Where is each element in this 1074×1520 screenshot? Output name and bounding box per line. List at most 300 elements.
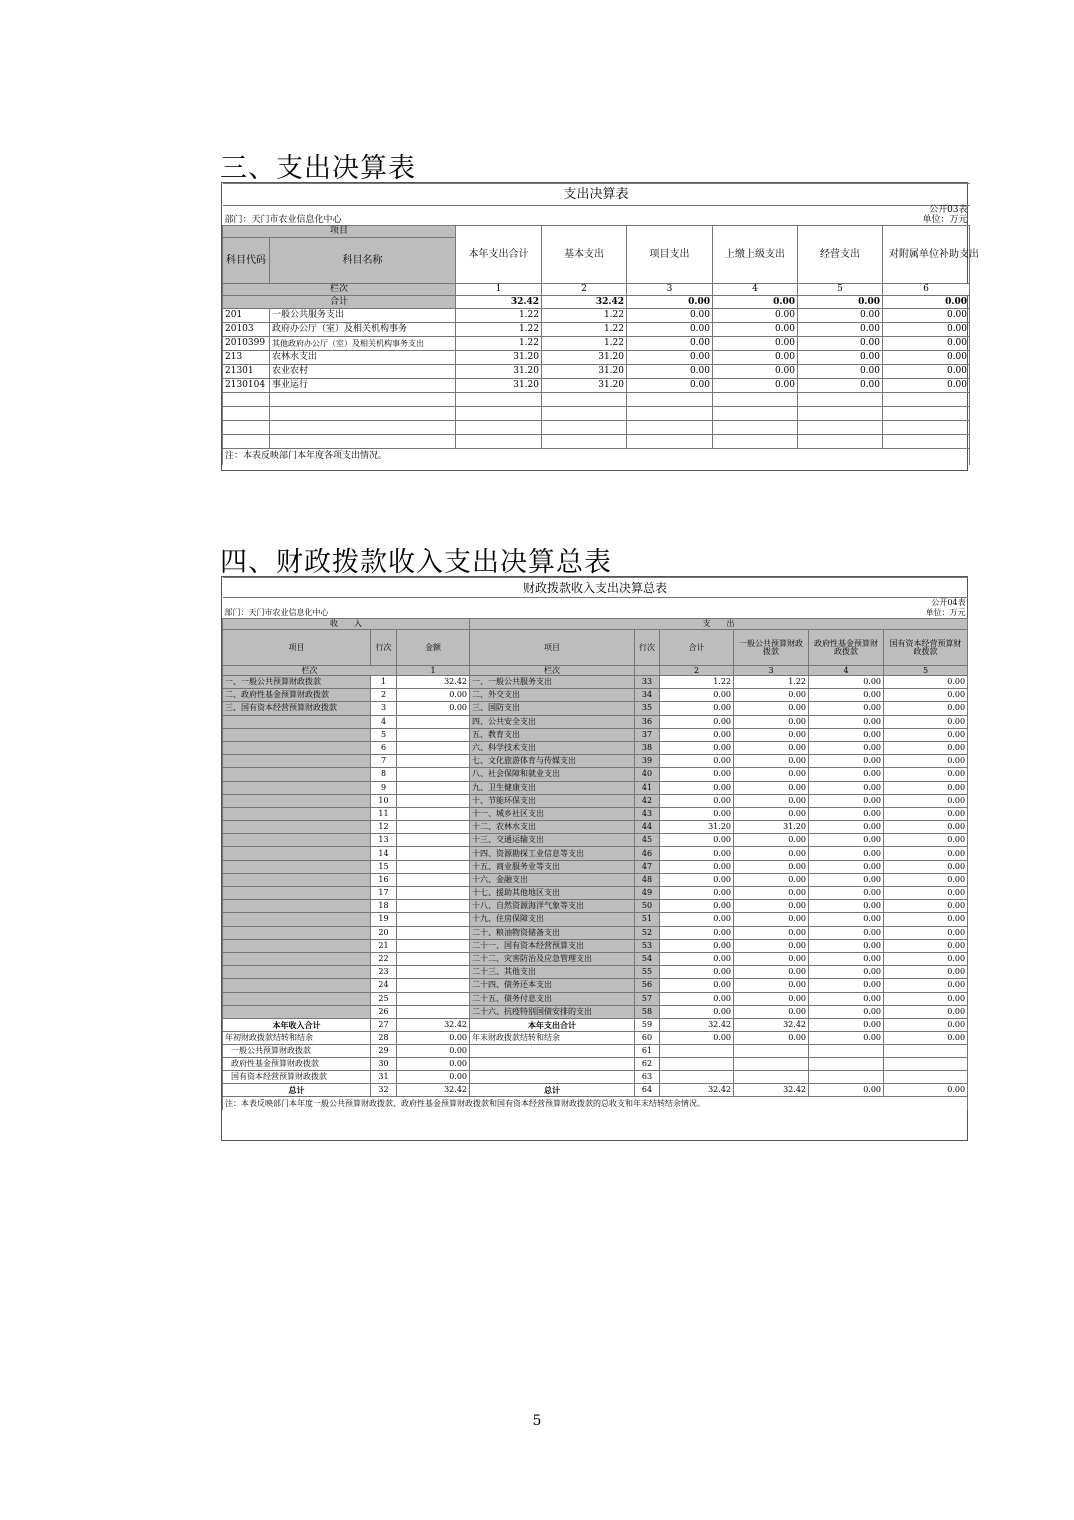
row-num: 53 [635,939,660,952]
expense-item: 九、卫生健康支出 [470,781,635,794]
h-state: 国有资本经营预算财政拨款 [884,630,968,666]
col-header: 基本支出 [542,226,627,284]
row-value: 0.00 [713,337,798,351]
income-header: 收 入 [223,619,470,630]
expense-value: 0.00 [734,1005,809,1018]
income-item [223,860,371,873]
row-num: 30 [371,1057,397,1070]
expense-item: 七、文化旅游体育与传媒支出 [470,755,635,768]
row-value: 0.00 [713,323,798,337]
header-xiangmu: 项目 [223,226,456,238]
expense-value: 0.00 [809,689,884,702]
row-num: 57 [635,992,660,1005]
expense-value: 0.00 [734,768,809,781]
expense-header: 支 出 [470,619,968,630]
table-row [223,900,968,913]
expense-value: 0.00 [734,794,809,807]
table-note: 注：本表反映部门本年度一般公共预算财政拨款、政府性基金预算财政拨款和国有资本经营预算财政拨款的总收支和年末结转结余情况。 [223,1096,968,1110]
row-value: 0.00 [713,309,798,323]
expense-value: 0.00 [660,966,734,979]
income-item [223,741,371,754]
expense-value: 0.00 [660,939,734,952]
expense-value: 0.00 [734,887,809,900]
row-name: 一般公共服务支出 [270,309,456,323]
row-num: 43 [635,807,660,820]
expense-value: 0.00 [809,807,884,820]
row-num: 15 [371,860,397,873]
carry-out-value: 0.00 [809,1031,884,1044]
expense-value: 0.00 [884,847,968,860]
carry-out-value: 0.00 [734,1031,809,1044]
row-num: 60 [635,1031,660,1044]
income-amount [397,913,470,926]
row-value: 1.22 [456,309,542,323]
sub-income-amount: 0.00 [397,1070,470,1083]
row-num: 55 [635,966,660,979]
expense-value: 0.00 [809,1005,884,1018]
income-amount [397,887,470,900]
expense-value: 0.00 [734,992,809,1005]
income-amount [397,926,470,939]
expense-value: 0.00 [884,834,968,847]
income-amount [397,715,470,728]
h-item2: 项目 [470,630,635,666]
income-amount [397,939,470,952]
expense-value: 0.00 [734,873,809,886]
header-name: 科目名称 [270,238,456,284]
fiscal-summary-table [221,576,968,1141]
table-row [223,379,970,393]
expense-value: 0.00 [660,887,734,900]
row-value: 0.00 [883,309,970,323]
expense-value: 0.00 [884,860,968,873]
expenditure-table [221,182,979,471]
row-num: 62 [635,1057,660,1070]
row-num: 41 [635,781,660,794]
row-num: 18 [371,900,397,913]
unit-label: 单位：万元 [922,214,968,225]
row-num: 5 [371,728,397,741]
expense-item: 五、教育支出 [470,728,635,741]
row-value: 31.20 [542,379,627,393]
expense-value: 0.00 [809,900,884,913]
row-num: 33 [635,676,660,689]
expense-value: 0.00 [809,741,884,754]
income-item [223,807,371,820]
sub-income-item: 一般公共预算财政拨款 [223,1044,371,1057]
grand-income-label: 总计 [223,1083,371,1096]
sub-income-item: 国有资本经营预算财政拨款 [223,1070,371,1083]
expense-item: 十九、住房保障支出 [470,913,635,926]
table-row [223,966,968,979]
expense-value: 0.00 [884,939,968,952]
income-item [223,821,371,834]
row-name: 其他政府办公厅（室）及相关机构事务支出 [270,337,456,351]
table-row [223,351,970,365]
header-code: 科目代码 [223,238,270,284]
table-row [223,768,968,781]
row-value: 0.00 [713,365,798,379]
table-row [223,1005,968,1018]
sub-income-amount: 0.00 [397,1057,470,1070]
lanci-cell: 5 [798,284,883,296]
expense-value: 0.00 [660,807,734,820]
expense-value: 0.00 [809,834,884,847]
lanci-cell: 2 [542,284,627,296]
row-num: 26 [371,1005,397,1018]
sub-income-amount: 0.00 [397,1044,470,1057]
income-item [223,900,371,913]
total-expense-value: 32.42 [734,1018,809,1031]
expense-value: 0.00 [660,768,734,781]
expense-value: 0.00 [660,781,734,794]
lanci-cell: 1 [456,284,542,296]
row-num: 7 [371,755,397,768]
table-row [223,755,968,768]
total-income-amount: 32.42 [397,1018,470,1031]
income-amount [397,741,470,754]
table-row [223,807,968,820]
expense-value: 0.00 [734,807,809,820]
h-item: 项目 [223,630,371,666]
row-value: 31.20 [456,379,542,393]
expense-value: 0.00 [660,755,734,768]
row-num: 1 [371,676,397,689]
income-amount: 0.00 [397,689,470,702]
table-row [223,1044,968,1057]
row-value: 0.00 [883,379,970,393]
total-expense-value: 32.42 [660,1018,734,1031]
total-value: 32.42 [542,296,627,309]
grand-expense-value: 0.00 [884,1083,968,1096]
expense-value: 0.00 [809,715,884,728]
table-row [223,821,968,834]
income-amount [397,821,470,834]
page-number: 5 [532,1413,542,1429]
expense-value: 0.00 [660,913,734,926]
total-expense-value: 0.00 [809,1018,884,1031]
income-amount [397,728,470,741]
table-row [223,689,968,702]
income-item [223,834,371,847]
expense-value: 0.00 [660,860,734,873]
row-num: 51 [635,913,660,926]
table-row [223,873,968,886]
col-header: 对附属单位补助支出 [883,226,970,284]
row-value: 0.00 [713,379,798,393]
table-code: 公开04表 [931,598,966,608]
expense-value: 0.00 [884,676,968,689]
income-item [223,952,371,965]
expense-value: 0.00 [884,781,968,794]
expense-value: 0.00 [660,873,734,886]
expense-value: 0.00 [884,873,968,886]
expense-value: 0.00 [884,794,968,807]
table-title: 财政拨款收入支出决算总表 [223,578,968,598]
expense-item: 四、公共安全支出 [470,715,635,728]
expense-value: 0.00 [734,952,809,965]
expense-value: 0.00 [809,926,884,939]
row-num: 22 [371,952,397,965]
income-amount [397,847,470,860]
row-num: 58 [635,1005,660,1018]
total-label: 合计 [223,296,456,309]
row-num: 52 [635,926,660,939]
row-num: 29 [371,1044,397,1057]
row-code: 21301 [223,365,270,379]
table-title: 支出决算表 [223,184,970,206]
expense-value: 0.00 [734,834,809,847]
grand-income-amount: 32.42 [397,1083,470,1096]
income-amount [397,860,470,873]
row-num: 38 [635,741,660,754]
income-amount [397,979,470,992]
table-row [223,1057,968,1070]
carry-in-amount: 0.00 [397,1031,470,1044]
row-num: 16 [371,873,397,886]
carry-out-value: 0.00 [884,1031,968,1044]
expense-value: 0.00 [884,741,968,754]
row-num: 34 [635,689,660,702]
expense-value: 0.00 [809,939,884,952]
table-row [223,913,968,926]
lanci-cell: 2 [660,666,734,676]
expense-value: 0.00 [809,702,884,715]
income-item [223,755,371,768]
table-row [223,860,968,873]
row-num: 10 [371,794,397,807]
expense-value: 0.00 [884,715,968,728]
col-header: 本年支出合计 [456,226,542,284]
expense-item: 十六、金融支出 [470,873,635,886]
row-value: 31.20 [456,351,542,365]
row-num: 36 [635,715,660,728]
row-code: 2010399 [223,337,270,351]
row-name: 农林水支出 [270,351,456,365]
income-item [223,781,371,794]
row-value: 0.00 [798,337,883,351]
expense-value: 0.00 [809,952,884,965]
income-item [223,728,371,741]
expense-value: 0.00 [660,979,734,992]
row-value: 0.00 [627,309,713,323]
expense-value: 0.00 [884,821,968,834]
row-code: 201 [223,309,270,323]
expense-value: 0.00 [809,887,884,900]
income-amount: 0.00 [397,702,470,715]
expense-item: 三、国防支出 [470,702,635,715]
row-num: 24 [371,979,397,992]
expense-value: 0.00 [809,992,884,1005]
expense-value: 0.00 [884,900,968,913]
expense-value: 0.00 [660,952,734,965]
row-value: 1.22 [542,337,627,351]
income-item [223,939,371,952]
row-value: 1.22 [456,323,542,337]
h-row: 行次 [371,630,397,666]
table-row [223,676,968,689]
expense-value: 0.00 [660,992,734,1005]
table-row [223,365,970,379]
row-value: 0.00 [627,365,713,379]
expense-value: 0.00 [884,807,968,820]
table-row [223,979,968,992]
lanci-cell: 6 [883,284,970,296]
lanci-cell: 3 [627,284,713,296]
row-num: 48 [635,873,660,886]
row-name: 事业运行 [270,379,456,393]
lanci-label: 栏次 [470,666,635,676]
lanci-cell: 1 [397,666,470,676]
row-num: 44 [635,821,660,834]
row-value: 1.22 [542,323,627,337]
expense-value: 0.00 [884,768,968,781]
row-num: 4 [371,715,397,728]
row-num: 14 [371,847,397,860]
table-row [223,741,968,754]
carry-out-label: 年末财政拨款结转和结余 [470,1031,635,1044]
income-item: 三、国有资本经营预算财政拨款 [223,702,371,715]
row-num: 32 [371,1083,397,1096]
expense-value: 0.00 [660,900,734,913]
table-code: 公开03表 [929,205,968,216]
income-amount [397,781,470,794]
total-expense-value: 0.00 [884,1018,968,1031]
grand-expense-value: 0.00 [809,1083,884,1096]
lanci-cell: 3 [734,666,809,676]
income-item [223,966,371,979]
row-num: 9 [371,781,397,794]
expense-value: 0.00 [809,873,884,886]
grand-expense-value: 32.42 [734,1083,809,1096]
lanci-cell: 4 [809,666,884,676]
expense-item: 二十三、其他支出 [470,966,635,979]
department-label: 部门：天门市农业信息化中心 [223,216,542,226]
table-row [223,715,968,728]
h-amount: 金额 [397,630,470,666]
table-row [223,939,968,952]
income-item [223,913,371,926]
row-num: 6 [371,741,397,754]
expense-item: 八、社会保障和就业支出 [470,768,635,781]
lanci-cell: 5 [884,666,968,676]
carry-in-label: 年初财政拨款结转和结余 [223,1031,371,1044]
department-label: 部门：天门市农业信息化中心 [223,609,470,619]
income-item: 二、政府性基金预算财政拨款 [223,689,371,702]
row-num: 3 [371,702,397,715]
expense-item: 十八、自然资源海洋气象等支出 [470,900,635,913]
expense-value: 0.00 [734,715,809,728]
row-num: 35 [635,702,660,715]
expense-item: 十四、资源勘探工业信息等支出 [470,847,635,860]
expense-value: 0.00 [734,755,809,768]
expense-item: 二十二、灾害防治及应急管理支出 [470,952,635,965]
expense-value: 0.00 [809,966,884,979]
expense-value: 0.00 [809,781,884,794]
expense-value: 0.00 [734,741,809,754]
expense-value: 0.00 [809,913,884,926]
row-num: 31 [371,1070,397,1083]
row-num: 49 [635,887,660,900]
expense-value: 0.00 [734,781,809,794]
expense-value: 0.00 [734,900,809,913]
table-row [223,702,968,715]
lanci-label: 栏次 [223,666,397,676]
expense-item: 一、一般公共服务支出 [470,676,635,689]
expense-item: 十一、城乡社区支出 [470,807,635,820]
income-amount [397,794,470,807]
expense-value: 0.00 [660,741,734,754]
expense-value: 0.00 [884,1005,968,1018]
col-header: 上缴上级支出 [713,226,798,284]
row-num: 40 [635,768,660,781]
expense-item: 十七、援助其他地区支出 [470,887,635,900]
expense-value: 0.00 [734,728,809,741]
row-value: 0.00 [883,351,970,365]
row-num: 39 [635,755,660,768]
row-value: 1.22 [456,337,542,351]
income-item [223,873,371,886]
row-num: 61 [635,1044,660,1057]
total-expense-label: 本年支出合计 [470,1018,635,1031]
row-value: 0.00 [883,337,970,351]
expense-value: 0.00 [660,926,734,939]
row-num: 42 [635,794,660,807]
total-income-label: 本年收入合计 [223,1018,371,1031]
total-value: 0.00 [883,296,970,309]
income-amount [397,807,470,820]
expense-value: 0.00 [884,702,968,715]
col-header: 项目支出 [627,226,713,284]
expense-value: 0.00 [734,689,809,702]
row-value: 0.00 [627,323,713,337]
expense-item: 六、科学技术支出 [470,741,635,754]
total-value: 0.00 [798,296,883,309]
row-value: 0.00 [798,365,883,379]
table-row [223,728,968,741]
table-row [223,794,968,807]
expense-item: 二十一、国有资本经营预算支出 [470,939,635,952]
table-row [223,952,968,965]
expense-value: 31.20 [734,821,809,834]
row-num: 12 [371,821,397,834]
expense-value: 0.00 [809,676,884,689]
expense-value: 0.00 [734,926,809,939]
row-name: 政府办公厅（室）及相关机构事务 [270,323,456,337]
section4-heading: 四、财政拨款收入支出决算总表 [220,547,612,578]
expense-value: 0.00 [734,913,809,926]
row-num: 20 [371,926,397,939]
expense-value: 0.00 [660,728,734,741]
table-row [223,781,968,794]
row-value: 31.20 [542,365,627,379]
row-value: 0.00 [798,351,883,365]
row-value: 31.20 [542,351,627,365]
income-item [223,926,371,939]
row-value: 31.20 [456,365,542,379]
expense-value: 0.00 [809,728,884,741]
expense-item: 十二、农林水支出 [470,821,635,834]
row-num: 46 [635,847,660,860]
income-item [223,794,371,807]
expense-value: 0.00 [734,847,809,860]
income-amount: 32.42 [397,676,470,689]
row-num: 11 [371,807,397,820]
expense-value: 0.00 [884,926,968,939]
row-num: 47 [635,860,660,873]
expense-value: 0.00 [809,979,884,992]
row-value: 0.00 [798,309,883,323]
